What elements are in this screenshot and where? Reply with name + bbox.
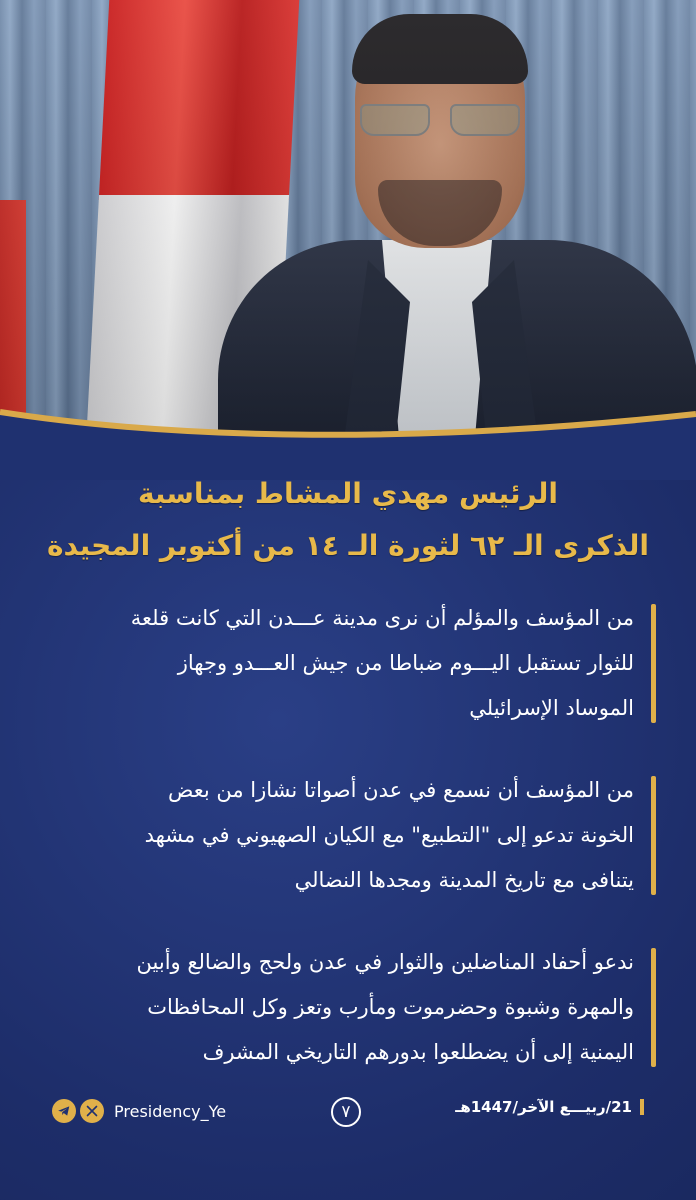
paragraph-line: الخونة تدعو إلى "التطبيع" مع الكيان الصهيوني في مشهد bbox=[144, 823, 634, 847]
paragraph-line: اليمنية إلى أن يضطلعوا بدورهم التاريخي المشرف bbox=[202, 1040, 634, 1064]
footer-date: 21/ربيـــع الآخر/1447هـ bbox=[455, 1098, 644, 1116]
social-handles bbox=[52, 1099, 226, 1123]
quote-paragraph-3 bbox=[56, 940, 656, 1075]
headline bbox=[40, 468, 656, 572]
paragraph-line: للثوار تستقبل اليـــوم ضباطا من جيش العـــدو وجهاز bbox=[177, 651, 634, 675]
paragraph-line: ندعو أحفاد المناضلين والثوار في عدن ولحج والضالع وأبين bbox=[136, 950, 634, 974]
telegram-icon[interactable] bbox=[52, 1099, 76, 1123]
quote-paragraph-1 bbox=[56, 596, 656, 731]
quote-paragraph-2 bbox=[56, 768, 656, 903]
x-icon[interactable] bbox=[80, 1099, 104, 1123]
page-number-badge: ٧ bbox=[331, 1097, 361, 1127]
paragraph-line: من المؤسف أن نسمع في عدن أصواتا نشازا من بعض bbox=[167, 778, 634, 802]
headline-line-1: الرئيس مهدي المشاط بمناسبة bbox=[137, 477, 559, 510]
paragraph-line: يتنافى مع تاريخ المدينة ومجدها النضالي bbox=[294, 868, 634, 892]
paragraph-line: والمهرة وشبوة وحضرموت ومأرب وتعز وكل المحافظات bbox=[147, 995, 634, 1019]
portrait-photo bbox=[0, 0, 696, 460]
social-handle[interactable]: Presidency_Ye bbox=[114, 1101, 227, 1121]
paragraph-line: الموساد الإسرائيلي bbox=[469, 696, 634, 720]
headline-line-2: الذكرى الـ ٦٢ لثورة الـ ١٤ من أكتوبر المجيدة bbox=[46, 529, 650, 562]
paragraph-line: من المؤسف والمؤلم أن نرى مدينة عـــدن التي كانت قلعة bbox=[130, 606, 634, 630]
